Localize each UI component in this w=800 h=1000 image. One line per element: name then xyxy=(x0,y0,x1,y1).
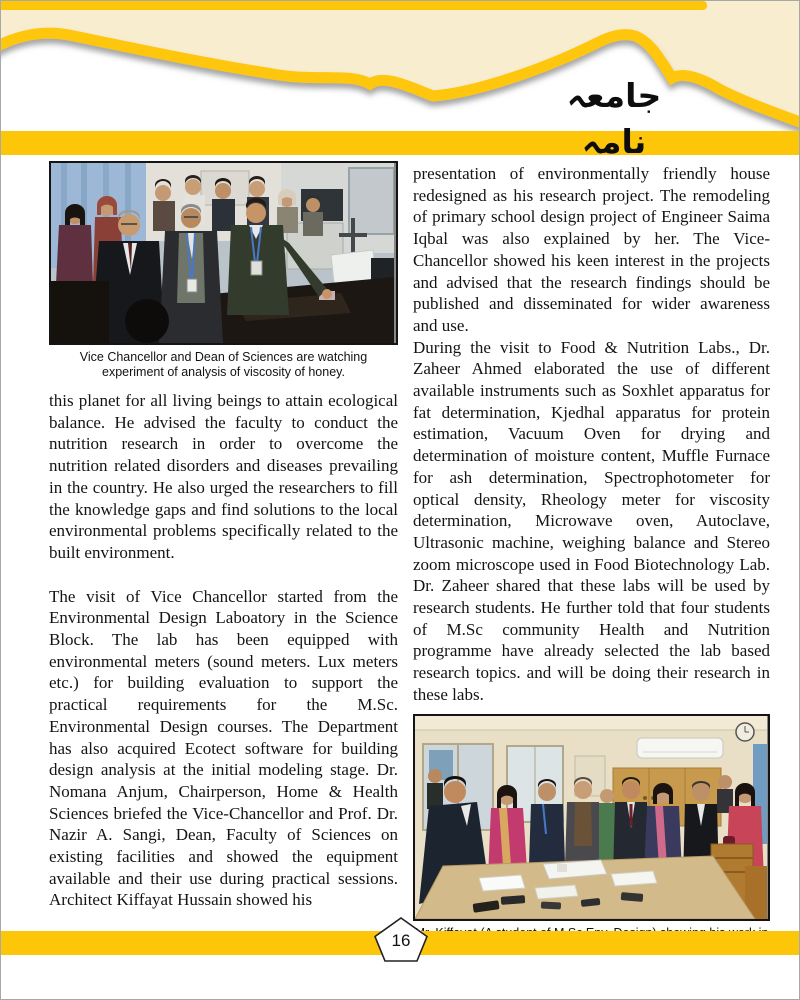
figure-viscosity-experiment xyxy=(49,161,398,379)
left-column xyxy=(49,161,398,911)
page-number-text: 16 xyxy=(391,931,411,950)
header-top-strip xyxy=(1,1,707,10)
photo-caption-viscosity: Vice Chancellor and Dean of Sciences are watching experiment of analysis of viscosity of honey. xyxy=(79,350,368,379)
photo-env-design-lab xyxy=(413,714,770,921)
design-lab-photo-illustration xyxy=(415,716,767,919)
page-number-badge xyxy=(372,916,430,964)
paragraph-right-2: During the visit to Food & Nutrition Labs., Dr. Zaheer Ahmed elaborated the use of different available instruments such as Soxhlet apparatus for fat determination, Kjedhal apparatus for protein estimation, Vacuum Oven for drying and determination of moisture content, Muffle Furnace for ash determination, Spectrophotometer for optical density, Rheology meter for viscosity determination, Microwave oven, Autoclave, Ultrasonic machine, weighing balance and Stereo zoom microscope used in Food Biotechnology Lab. Dr. Zaheer shared that these labs will be used by research students. He further told that four students of M.Sc community Health and Nutrition programme have already selected the lab based research topics. and will be doing their research in these labs. xyxy=(413,337,770,704)
figure-env-design-lab xyxy=(413,714,770,955)
photo-viscosity-experiment xyxy=(49,161,398,345)
paragraph-left-2: The visit of Vice Chancellor started from the Environmental Design Laboatory in the Science Block. The lab has been equipped with environmental meters (sound meters. Lux meters etc.) for building evaluation to support the practical requirements for the M.Sc. Environmental Design courses. The Department has also acquired Ecotect software for building design analysis at the initial modeling stage. Dr. Nomana Anjum, Chairperson, Home & Health Sciences briefed the Vice-Chancellor and Prof. Dr. Nazir A. Sangi, Dean, Faculty of Sciences on existing facilities and showed the equipment available and their use during practical sessions. Architect Kiffayat Hussain showed his xyxy=(49,586,398,910)
lab-visit-photo-illustration xyxy=(51,163,394,343)
page-title: جامعہ نامہ xyxy=(566,76,662,161)
right-column xyxy=(413,163,770,955)
paragraph-left-1: this planet for all living beings to attain ecological balance. He advised the faculty to conduct the nutrition research in order to overcome the nutrition related disorders and diseases prevailing in the country. He also urged the researchers to fill the knowledge gaps and find solutions to the local environmental problems specifically related to the built environment. xyxy=(49,391,398,562)
paragraph-right-1: presentation of environmentally friendly house redesigned as his research project. The remodeling of primary school design project of Engineer Saima Iqbal was also explained by her. The Vice-Chancellor showed his keen interest in the projects and advised that the research findings should be published and disseminated for wider awareness and use. xyxy=(413,164,770,335)
photo2-table xyxy=(415,856,755,919)
